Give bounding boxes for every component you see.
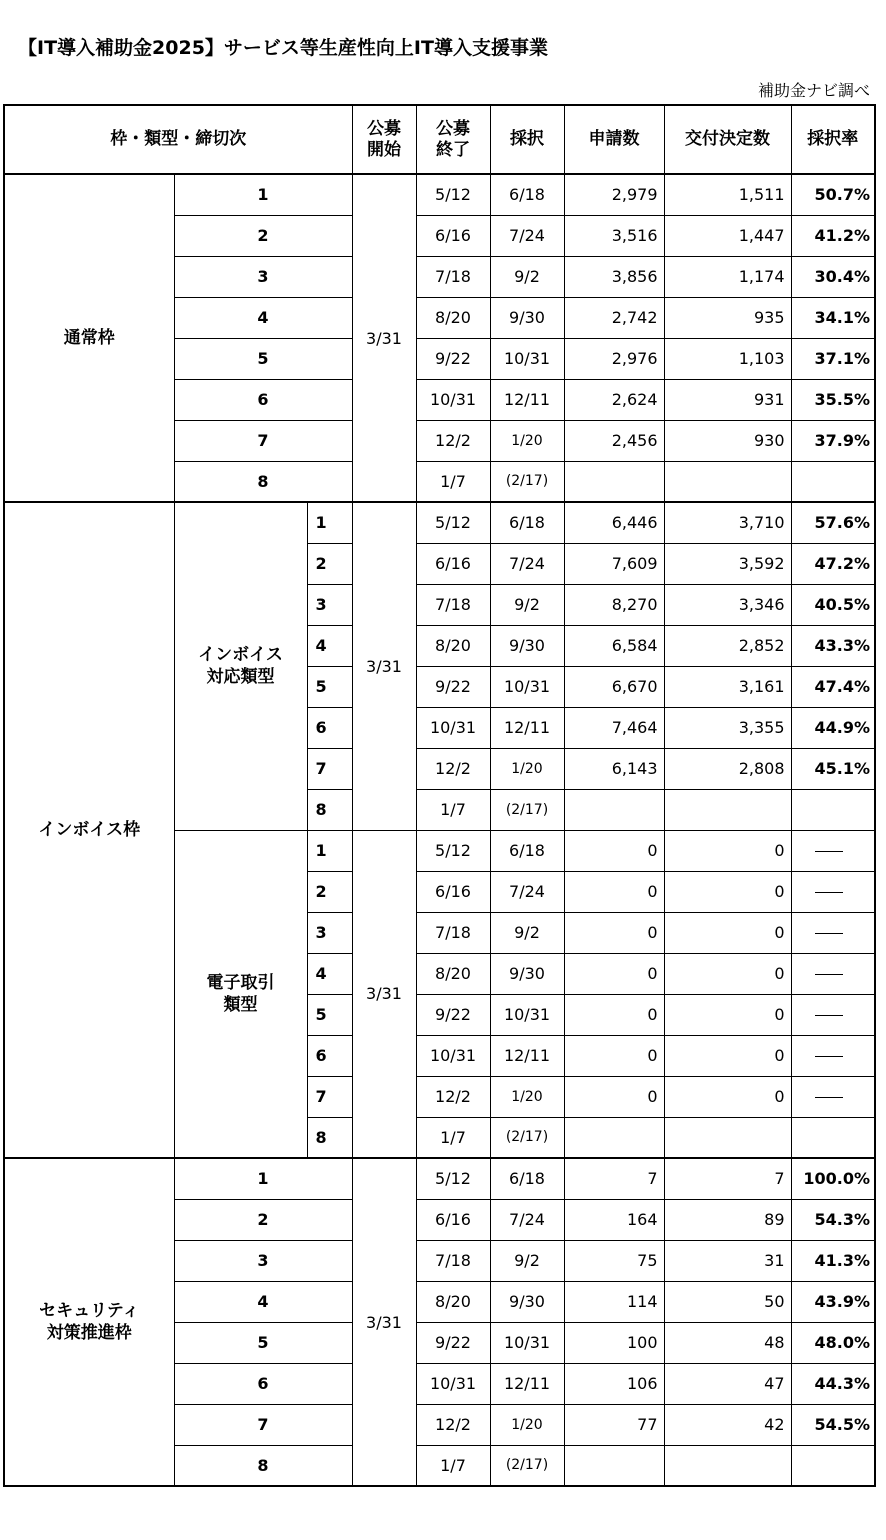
end-date: 5/12 [416, 830, 490, 871]
applications-count: 0 [564, 1035, 664, 1076]
granted-count [664, 461, 791, 502]
applications-count [564, 789, 664, 830]
applications-count [564, 1117, 664, 1158]
adoption-rate [791, 461, 875, 502]
granted-count: 48 [664, 1322, 791, 1363]
adoption-rate [791, 912, 875, 953]
table-row [4, 502, 875, 543]
header-granted: 交付決定数 [664, 105, 791, 174]
adoption-rate: 48.0% [791, 1322, 875, 1363]
applications-count: 3,856 [564, 256, 664, 297]
end-date: 12/2 [416, 1404, 490, 1445]
round-number: 3 [307, 912, 352, 953]
granted-count: 0 [664, 994, 791, 1035]
granted-count: 50 [664, 1281, 791, 1322]
adoption-rate: 54.3% [791, 1199, 875, 1240]
adoption-rate: 34.1% [791, 297, 875, 338]
section-name: 通常枠 [4, 174, 174, 502]
applications-count: 0 [564, 912, 664, 953]
end-date: 10/31 [416, 1363, 490, 1404]
adopt-date: 6/18 [490, 174, 564, 215]
adopt-date: 9/30 [490, 297, 564, 338]
adoption-rate: 47.4% [791, 666, 875, 707]
adoption-rate: 57.6% [791, 502, 875, 543]
end-date: 8/20 [416, 625, 490, 666]
applications-count: 2,979 [564, 174, 664, 215]
applications-count: 7,464 [564, 707, 664, 748]
applications-count: 0 [564, 871, 664, 912]
end-date: 8/20 [416, 1281, 490, 1322]
end-date: 5/12 [416, 502, 490, 543]
adoption-rate [791, 1076, 875, 1117]
adopt-date: 1/20 [490, 420, 564, 461]
start-date: 3/31 [352, 1158, 416, 1486]
granted-count [664, 1117, 791, 1158]
header-applications: 申請数 [564, 105, 664, 174]
rate-dash [815, 851, 843, 852]
round-number: 1 [307, 502, 352, 543]
round-number: 6 [307, 1035, 352, 1076]
adoption-rate: 37.9% [791, 420, 875, 461]
granted-count: 930 [664, 420, 791, 461]
section-name: インボイス枠 [4, 502, 174, 1158]
round-number: 4 [174, 297, 352, 338]
granted-count: 0 [664, 1076, 791, 1117]
end-date: 10/31 [416, 707, 490, 748]
end-date: 6/16 [416, 1199, 490, 1240]
granted-count: 3,710 [664, 502, 791, 543]
applications-count: 0 [564, 830, 664, 871]
end-date: 9/22 [416, 994, 490, 1035]
round-number: 6 [174, 1363, 352, 1404]
adopt-date: 6/18 [490, 1158, 564, 1199]
granted-count: 931 [664, 379, 791, 420]
end-date: 6/16 [416, 215, 490, 256]
granted-count [664, 1445, 791, 1486]
adopt-date: 1/20 [490, 1076, 564, 1117]
end-date: 8/20 [416, 953, 490, 994]
adopt-date: 1/20 [490, 1404, 564, 1445]
adopt-date: 9/2 [490, 912, 564, 953]
rate-dash [815, 1015, 843, 1016]
round-number: 5 [174, 338, 352, 379]
applications-count: 0 [564, 1076, 664, 1117]
adopt-date: 10/31 [490, 994, 564, 1035]
applications-count: 6,446 [564, 502, 664, 543]
applications-count: 106 [564, 1363, 664, 1404]
applications-count: 0 [564, 953, 664, 994]
adoption-rate: 43.9% [791, 1281, 875, 1322]
adoption-rate [791, 1445, 875, 1486]
adoption-rate: 47.2% [791, 543, 875, 584]
adopt-date: 6/18 [490, 830, 564, 871]
granted-count: 47 [664, 1363, 791, 1404]
table-body [4, 174, 875, 1486]
end-date: 12/2 [416, 748, 490, 789]
applications-count: 2,976 [564, 338, 664, 379]
header-end: 公募 終了 [416, 105, 490, 174]
end-date: 12/2 [416, 1076, 490, 1117]
granted-count: 1,103 [664, 338, 791, 379]
page-title: 【IT導入補助金2025】サービス等生産性向上IT導入支援事業 [18, 37, 548, 59]
granted-count: 0 [664, 953, 791, 994]
round-number: 1 [307, 830, 352, 871]
adopt-date: 12/11 [490, 1363, 564, 1404]
end-date: 5/12 [416, 174, 490, 215]
end-date: 6/16 [416, 871, 490, 912]
adoption-rate: 41.3% [791, 1240, 875, 1281]
adopt-date: (2/17) [490, 1117, 564, 1158]
applications-count: 2,742 [564, 297, 664, 338]
round-number: 1 [174, 1158, 352, 1199]
end-date: 9/22 [416, 1322, 490, 1363]
granted-count: 0 [664, 830, 791, 871]
start-date: 3/31 [352, 174, 416, 502]
round-number: 2 [307, 543, 352, 584]
rate-dash [815, 1097, 843, 1098]
applications-count: 2,456 [564, 420, 664, 461]
granted-count: 3,592 [664, 543, 791, 584]
adopt-date: (2/17) [490, 789, 564, 830]
source-note: 補助金ナビ調べ [757, 81, 870, 100]
end-date: 1/7 [416, 789, 490, 830]
granted-count: 42 [664, 1404, 791, 1445]
round-number: 5 [307, 994, 352, 1035]
applications-count: 2,624 [564, 379, 664, 420]
round-number: 8 [307, 1117, 352, 1158]
granted-count [664, 789, 791, 830]
adopt-date: 9/2 [490, 584, 564, 625]
granted-count: 0 [664, 912, 791, 953]
adopt-date: 7/24 [490, 543, 564, 584]
rate-dash [815, 892, 843, 893]
round-number: 6 [307, 707, 352, 748]
adoption-rate [791, 830, 875, 871]
start-date: 3/31 [352, 502, 416, 830]
round-number: 6 [174, 379, 352, 420]
round-number: 8 [174, 461, 352, 502]
granted-count: 3,346 [664, 584, 791, 625]
round-number: 5 [307, 666, 352, 707]
granted-count: 2,852 [664, 625, 791, 666]
applications-count: 6,584 [564, 625, 664, 666]
adoption-rate: 35.5% [791, 379, 875, 420]
adopt-date: 9/2 [490, 1240, 564, 1281]
end-date: 7/18 [416, 1240, 490, 1281]
granted-count: 1,511 [664, 174, 791, 215]
adopt-date: 6/18 [490, 502, 564, 543]
adopt-date: 9/30 [490, 953, 564, 994]
rate-dash [815, 974, 843, 975]
adoption-rate: 41.2% [791, 215, 875, 256]
round-number: 2 [174, 1199, 352, 1240]
adoption-rate: 100.0% [791, 1158, 875, 1199]
adoption-rate [791, 953, 875, 994]
adopt-date: 9/30 [490, 625, 564, 666]
applications-count [564, 1445, 664, 1486]
adoption-rate [791, 1035, 875, 1076]
end-date: 10/31 [416, 1035, 490, 1076]
end-date: 10/31 [416, 379, 490, 420]
adopt-date: 10/31 [490, 338, 564, 379]
header-adopt: 採択 [490, 105, 564, 174]
end-date: 9/22 [416, 338, 490, 379]
granted-count: 935 [664, 297, 791, 338]
granted-count: 31 [664, 1240, 791, 1281]
adopt-date: 10/31 [490, 1322, 564, 1363]
end-date: 7/18 [416, 256, 490, 297]
header-rate: 採択率 [791, 105, 875, 174]
adoption-rate: 43.3% [791, 625, 875, 666]
granted-count: 1,174 [664, 256, 791, 297]
header-category: 枠・類型・締切次 [4, 105, 352, 174]
adopt-date: 7/24 [490, 215, 564, 256]
adoption-rate: 40.5% [791, 584, 875, 625]
header-row [4, 105, 875, 174]
round-number: 2 [174, 215, 352, 256]
adoption-rate: 30.4% [791, 256, 875, 297]
round-number: 4 [307, 953, 352, 994]
applications-count: 6,670 [564, 666, 664, 707]
applications-count: 6,143 [564, 748, 664, 789]
granted-count: 89 [664, 1199, 791, 1240]
round-number: 7 [307, 748, 352, 789]
round-number: 1 [174, 174, 352, 215]
round-number: 7 [307, 1076, 352, 1117]
adopt-date: 12/11 [490, 379, 564, 420]
adopt-date: 9/30 [490, 1281, 564, 1322]
round-number: 8 [307, 789, 352, 830]
granted-count: 0 [664, 1035, 791, 1076]
applications-count [564, 461, 664, 502]
round-number: 4 [174, 1281, 352, 1322]
adoption-rate: 54.5% [791, 1404, 875, 1445]
end-date: 1/7 [416, 1445, 490, 1486]
end-date: 8/20 [416, 297, 490, 338]
rate-dash [815, 933, 843, 934]
round-number: 5 [174, 1322, 352, 1363]
granted-count: 7 [664, 1158, 791, 1199]
applications-count: 75 [564, 1240, 664, 1281]
start-date: 3/31 [352, 830, 416, 1158]
subtype-name: 電子取引 類型 [174, 830, 307, 1158]
end-date: 1/7 [416, 461, 490, 502]
adopt-date: (2/17) [490, 1445, 564, 1486]
granted-count: 3,161 [664, 666, 791, 707]
granted-count: 1,447 [664, 215, 791, 256]
adoption-rate: 50.7% [791, 174, 875, 215]
applications-count: 114 [564, 1281, 664, 1322]
end-date: 5/12 [416, 1158, 490, 1199]
applications-count: 0 [564, 994, 664, 1035]
table-row [4, 174, 875, 215]
adoption-rate: 45.1% [791, 748, 875, 789]
granted-count: 0 [664, 871, 791, 912]
rate-dash [815, 1056, 843, 1057]
header-start: 公募 開始 [352, 105, 416, 174]
end-date: 7/18 [416, 912, 490, 953]
round-number: 7 [174, 1404, 352, 1445]
end-date: 9/22 [416, 666, 490, 707]
adopt-date: 12/11 [490, 707, 564, 748]
round-number: 8 [174, 1445, 352, 1486]
end-date: 6/16 [416, 543, 490, 584]
adopt-date: 7/24 [490, 1199, 564, 1240]
subsidy-table [3, 104, 876, 1487]
adoption-rate: 44.3% [791, 1363, 875, 1404]
end-date: 1/7 [416, 1117, 490, 1158]
granted-count: 2,808 [664, 748, 791, 789]
applications-count: 7,609 [564, 543, 664, 584]
section-name: セキュリティ 対策推進枠 [4, 1158, 174, 1486]
applications-count: 3,516 [564, 215, 664, 256]
applications-count: 77 [564, 1404, 664, 1445]
applications-count: 100 [564, 1322, 664, 1363]
adoption-rate: 44.9% [791, 707, 875, 748]
adopt-date: 9/2 [490, 256, 564, 297]
adopt-date: 1/20 [490, 748, 564, 789]
adoption-rate [791, 1117, 875, 1158]
adopt-date: (2/17) [490, 461, 564, 502]
adoption-rate: 37.1% [791, 338, 875, 379]
round-number: 3 [174, 256, 352, 297]
subtype-name: インボイス 対応類型 [174, 502, 307, 830]
round-number: 3 [307, 584, 352, 625]
adopt-date: 12/11 [490, 1035, 564, 1076]
end-date: 12/2 [416, 420, 490, 461]
applications-count: 164 [564, 1199, 664, 1240]
end-date: 7/18 [416, 584, 490, 625]
adoption-rate [791, 871, 875, 912]
adoption-rate [791, 789, 875, 830]
applications-count: 7 [564, 1158, 664, 1199]
round-number: 4 [307, 625, 352, 666]
adopt-date: 10/31 [490, 666, 564, 707]
table-row [4, 1158, 875, 1199]
round-number: 7 [174, 420, 352, 461]
adopt-date: 7/24 [490, 871, 564, 912]
applications-count: 8,270 [564, 584, 664, 625]
adoption-rate [791, 994, 875, 1035]
granted-count: 3,355 [664, 707, 791, 748]
round-number: 3 [174, 1240, 352, 1281]
round-number: 2 [307, 871, 352, 912]
